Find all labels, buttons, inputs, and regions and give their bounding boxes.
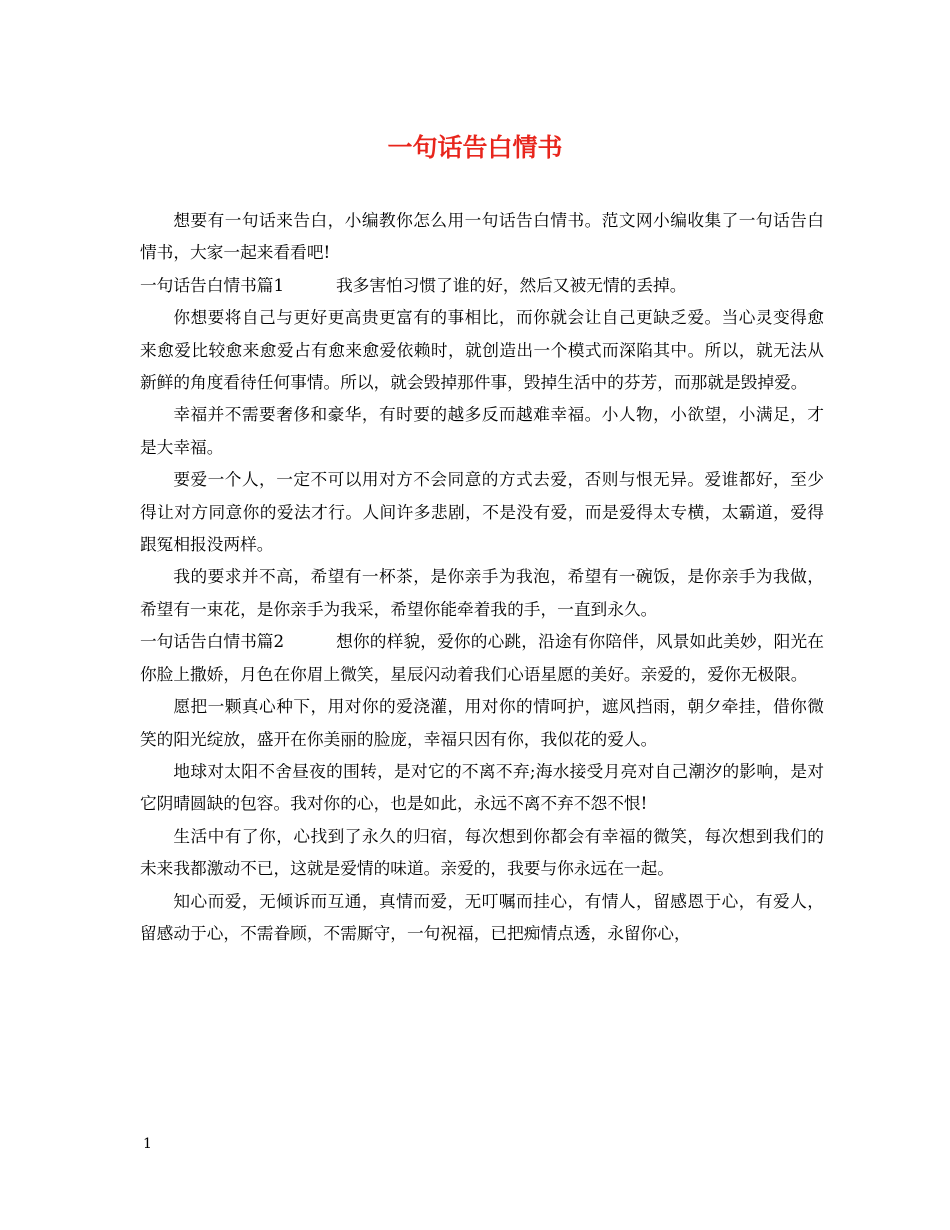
section-heading-label: 一句话告白情书篇2 <box>140 631 285 652</box>
document-body <box>140 204 824 949</box>
page-number: 1 <box>143 1136 152 1152</box>
paragraph: 知心而爱，无倾诉而互通，真情而爱，无叮嘱而挂心，有情人，留感恩于心，有爱人，留感动于心，不需眷顾，不需厮守，一句祝福，已把痴情点透，永留你心， <box>140 890 824 943</box>
paragraph: 地球对太阳不舍昼夜的围转，是对它的不离不弃;海水接受月亮对自己潮汐的影响，是对它阴晴圆缺的包容。我对你的心，也是如此，永远不离不弃不怨不恨! <box>140 760 824 814</box>
section-heading-label: 一句话告白情书篇1 <box>140 274 285 295</box>
section-heading <box>140 269 824 301</box>
paragraph: 想要有一句话来告白，小编教你怎么用一句话告白情书。范文网小编收集了一句话告白情书，大家一起来看看吧! <box>140 210 824 263</box>
document-title: 一句话告白情书 <box>387 133 563 162</box>
paragraph: 要爱一个人，一定不可以用对方不会同意的方式去爱，否则与恨无异。爱谁都好，至少得让对方同意你的爱法才行。人间许多悲剧，不是没有爱，而是爱得太专横，太霸道，爱得跟冤相报没两样。 <box>140 469 824 555</box>
paragraph: 我的要求并不高，希望有一杯茶，是你亲手为我泡，希望有一碗饭，是你亲手为我做，希望有一束花，是你亲手为我采，希望你能牵着我的手，一直到永久。 <box>140 566 824 619</box>
paragraph: 愿把一颗真心种下，用对你的爱浇灌，用对你的情呵护，遮风挡雨，朝夕牵挂，借你微笑的阳光绽放，盛开在你美丽的脸庞，幸福只因有你，我似花的爱人。 <box>140 696 824 749</box>
paragraph: 你想要将自己与更好更高贵更富有的事相比，而你就会让自己更缺乏爱。当心灵变得愈来愈爱比较愈来愈爱占有愈来愈爱依赖时，就创造出一个模式而深陷其中。所以，就无法从新鲜的角度看待任何事情。所以，就会毁掉那件事，毁掉生活中的芬芳，而那就是毁掉爱。 <box>140 307 824 393</box>
paragraph: 幸福并不需要奢侈和豪华，有时要的越多反而越难幸福。小人物，小欲望，小满足，才是大幸福。 <box>140 404 824 457</box>
paragraph: 生活中有了你，心找到了永久的归宿，每次想到你都会有幸福的微笑，每次想到我们的未来我都激动不已，这就是爱情的味道。亲爱的，我要与你永远在一起。 <box>140 825 824 879</box>
section-heading <box>140 625 824 690</box>
section-heading-text: 我多害怕习惯了谁的好，然后又被无情的丢掉。 <box>336 274 687 295</box>
section-heading-text: 想你的样貌，爱你的心跳，沿途有你陪伴，风景如此美妙，阳光在你脸上撒娇，月色在你眉上微笑，星辰闪动着我们心语星愿的美好。亲爱的，爱你无极限。 <box>140 631 824 684</box>
